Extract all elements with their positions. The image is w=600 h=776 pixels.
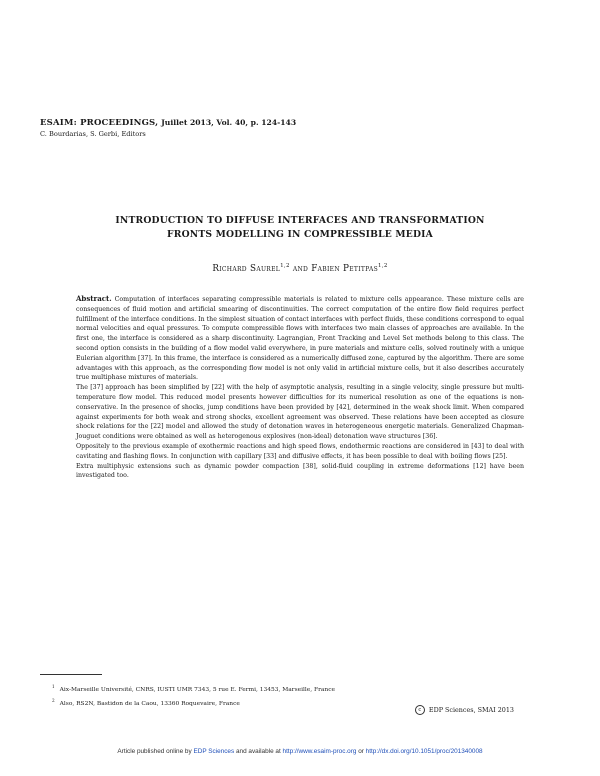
copyright-text: EDP Sciences, SMAI 2013 (428, 706, 514, 714)
footnote (52, 682, 335, 696)
author-line (40, 263, 560, 274)
abstract-paragraph: Oppositely to the previous example of exothermic reactions and high speed flows, endothermic reactions are considered in [43] to deal with cavitating and flashing flows. In conjunction with capillary [33] and diffusive effects, it has been possible to deal with boiling flows [25]. (76, 442, 524, 460)
footnote-rule (40, 674, 102, 675)
abstract (76, 294, 524, 481)
affiliation-mark: 1,2 (280, 263, 290, 269)
footnote-text: Aix-Marseille Université, CNRS, IUSTI UMR 7343, 5 rue E. Fermi, 13453, Marseille, France (59, 686, 335, 693)
journal-name: ESAIM: PROCEEDINGS, (40, 118, 159, 128)
footnote-mark: 2 (52, 697, 55, 703)
publication-middle: and available at (235, 748, 281, 755)
journal-url-link[interactable]: http://www.esaim-proc.org (282, 748, 357, 755)
publication-prefix: Article published online by (117, 748, 192, 755)
doi-link[interactable]: http://dx.doi.org/10.1051/proc/201340008 (365, 748, 483, 755)
abstract-paragraph (76, 294, 524, 383)
abstract-text: Computation of interfaces separating compressible materials is related to mixture cells appearance. These mixture cells are consequences of fluid motion and artificial smearing of discontinuities. The correct computation of the entire flow field requires perfect fulfillment of the interface conditions. In the simplest situation of contact interfaces with perfect fluids, these conditions correspond to equal normal velocities and equal pressures. To compute compressible flows with interfaces two main classes of approaches are available. In the first one, the interface is considered as a sharp discontinuity. Lagrangian, Front Tracking and Level Set methods belong to this class. The second option consists in the building of a flow model valid everywhere, in pure materials and mixture cells, solved routinely with a unique Eulerian algorithm [37]. In this frame, the interface is considered as a numerically diffused zone, captured by the algorithm. There are some advantages with this approach, as the corresponding flow model is not only valid in artificial mixture cells, but it also describes accurately true multiphase mixtures of materials. (76, 296, 524, 382)
footnotes (52, 682, 335, 709)
footnote-mark: 1 (52, 684, 55, 689)
abstract-paragraph: Extra multiphysic extensions such as dynamic powder compaction [38], solid-fluid coupling in extreme deformations [12] have been investigated too. (76, 462, 524, 480)
abstract-label: Abstract. (76, 294, 112, 303)
title-line-1: INTRODUCTION TO DIFFUSE INTERFACES AND TRANSFORMATION (115, 215, 485, 226)
publisher-link[interactable]: EDP Sciences (193, 748, 235, 755)
journal-header (40, 118, 296, 128)
title-line-2: FRONTS MODELLING IN COMPRESSIBLE MEDIA (167, 229, 433, 240)
author-conjunction: and (292, 263, 309, 274)
footnote (52, 696, 335, 710)
copyright-icon: c (415, 705, 425, 715)
editors-line: C. Bourdarias, S. Gerbi, Editors (40, 130, 146, 138)
author-name: Fabien Petitpas (311, 263, 379, 274)
affiliation-mark: 1,2 (378, 263, 388, 269)
abstract-paragraph: The [37] approach has been simplified by [22] with the help of asymptotic analysis, resulting in a single velocity, single pressure but multi-temperature flow model. This reduced model presents however difficulties for its numerical resolution as one of the equations is non-conservative. In the presence of shocks, jump conditions have been provided by [42], determined in the weak shock limit. When compared against experiments for both weak and strong shocks, excellent agreement was observed. These relations have been accepted as closure shock relations for the [22] model and allowed the study of detonation waves in heterogeneous energetic materials. Generalized Chapman-Jouguet conditions were obtained as well as heterogenous explosives (non-ideal) detonation wave structures [36]. (76, 384, 524, 441)
paper-title (40, 214, 560, 242)
publication-bar (0, 748, 600, 755)
copyright-notice (415, 705, 514, 715)
publication-or: or (358, 748, 364, 755)
footnote-text: Also, RS2N, Bastidon de la Caou, 13360 Roquevaire, France (59, 700, 240, 707)
author-name: Richard Saurel (212, 263, 281, 274)
journal-details: Juillet 2013, Vol. 40, p. 124-143 (161, 118, 297, 127)
